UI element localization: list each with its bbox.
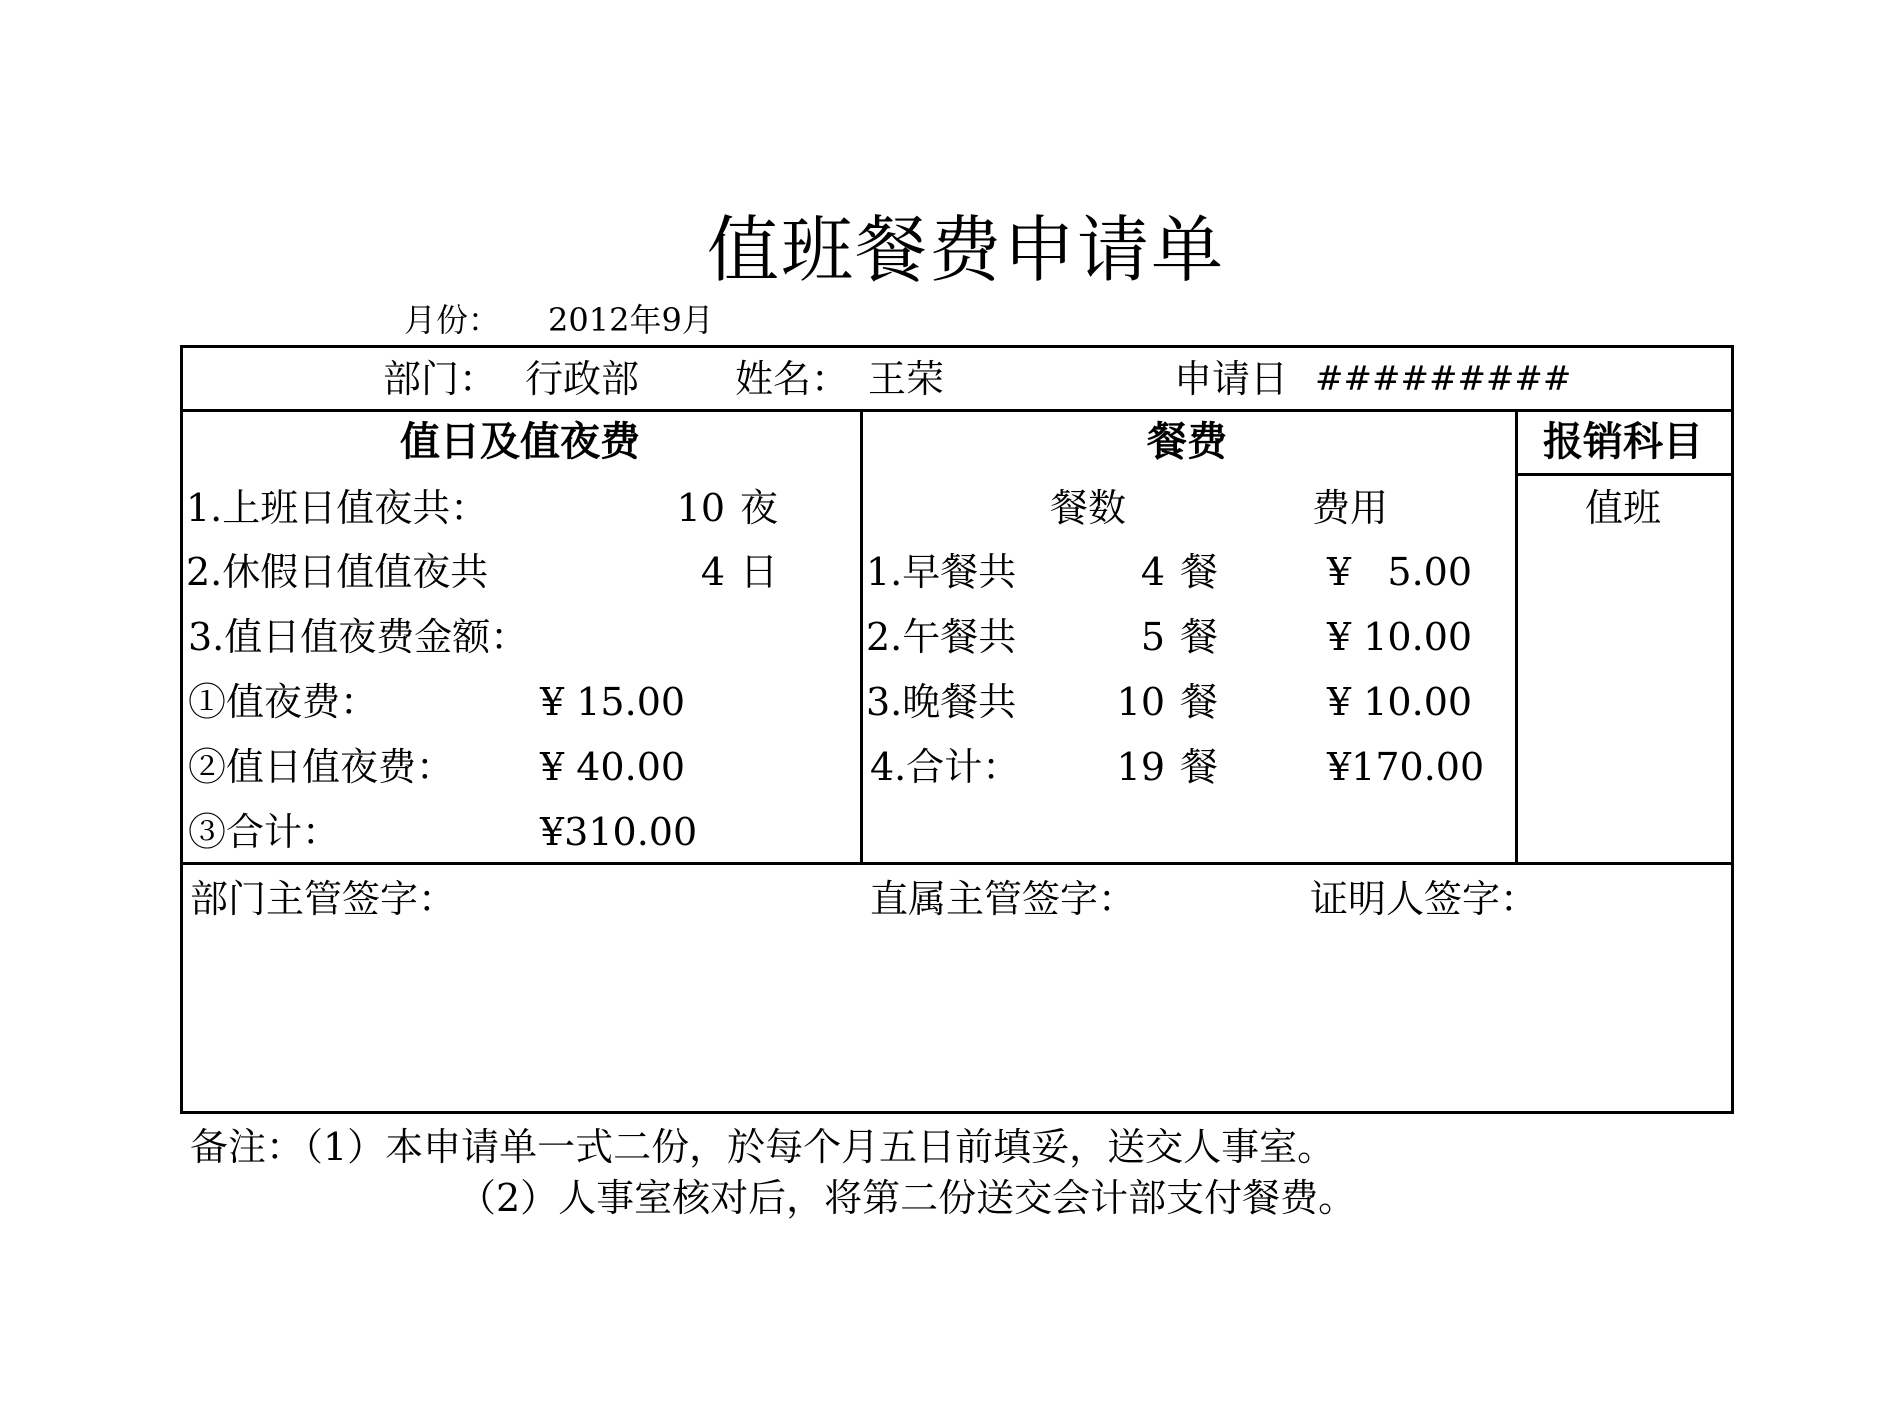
duty-heading: 值日及值夜费 bbox=[400, 419, 640, 465]
dept-value: 行政部 bbox=[525, 357, 640, 401]
subject-value: 值班 bbox=[1584, 486, 1662, 530]
duty-fee-label: ②值日值夜费： bbox=[188, 745, 455, 789]
border-top bbox=[180, 345, 1734, 348]
dept-label: 部门： bbox=[383, 357, 498, 401]
direct-manager-signature-label: 直属主管签字： bbox=[870, 877, 1137, 921]
duty-row-count: 4 bbox=[700, 550, 725, 594]
apply-date-value: ######### bbox=[1315, 359, 1572, 399]
duty-row-count: 10 bbox=[676, 486, 725, 530]
border-body-bottom bbox=[180, 862, 1734, 865]
meals-col-cost: 费用 bbox=[1311, 486, 1389, 530]
duty-row-label: 3.值日值夜费金额： bbox=[188, 615, 529, 659]
meal-row-cost: ¥ 10.00 bbox=[1327, 680, 1473, 724]
name-label: 姓名： bbox=[735, 357, 850, 401]
meal-row-unit: 餐 bbox=[1180, 680, 1219, 724]
duty-row-label: 1.上班日值夜共： bbox=[186, 486, 489, 530]
meal-row-label: 2.午餐共 bbox=[866, 615, 1017, 659]
meals-heading: 餐费 bbox=[1147, 419, 1227, 465]
meal-row-label: 4.合计： bbox=[870, 745, 1021, 789]
meal-row-count: 5 bbox=[1140, 615, 1165, 659]
meals-col-count: 餐数 bbox=[1049, 486, 1127, 530]
border-col-duty-meals bbox=[860, 409, 863, 865]
border-col-meals-subject bbox=[1515, 409, 1518, 865]
meal-row-unit: 餐 bbox=[1180, 745, 1219, 789]
duty-row-label: 2.休假日值值夜共 bbox=[186, 550, 489, 594]
month-label: 月份： bbox=[404, 301, 501, 339]
meal-row-count: 19 bbox=[1116, 745, 1165, 789]
meal-row-unit: 餐 bbox=[1180, 550, 1219, 594]
border-subject-heading bbox=[1515, 473, 1734, 476]
page-title: 值班餐费申请单 bbox=[707, 208, 1226, 292]
meal-row-cost: ¥170.00 bbox=[1327, 745, 1485, 789]
duty-row-unit: 日 bbox=[740, 550, 779, 594]
witness-signature-label: 证明人签字： bbox=[1310, 877, 1539, 921]
duty-fee-amount: ¥ 40.00 bbox=[540, 745, 686, 789]
month-value: 2012年9月 bbox=[548, 301, 714, 339]
dept-manager-signature-label: 部门主管签字： bbox=[190, 877, 457, 921]
duty-fee-amount: ¥310.00 bbox=[540, 810, 698, 854]
meal-row-count: 4 bbox=[1140, 550, 1165, 594]
border-left bbox=[180, 345, 183, 1114]
border-bottom bbox=[180, 1111, 1734, 1114]
note-line-2: （2）人事室核对后，将第二份送交会计部支付餐费。 bbox=[458, 1176, 1357, 1220]
meal-row-cost: ¥ 5.00 bbox=[1327, 550, 1473, 594]
meal-row-cost: ¥ 10.00 bbox=[1327, 615, 1473, 659]
meal-row-label: 1.早餐共 bbox=[866, 550, 1017, 594]
subject-heading: 报销科目 bbox=[1543, 419, 1703, 465]
duty-fee-amount: ¥ 15.00 bbox=[540, 680, 686, 724]
duty-fee-label: ③合计： bbox=[188, 810, 341, 854]
meal-row-unit: 餐 bbox=[1180, 615, 1219, 659]
meal-row-label: 3.晚餐共 bbox=[866, 680, 1017, 724]
border-right bbox=[1731, 345, 1734, 1114]
meal-row-count: 10 bbox=[1116, 680, 1165, 724]
name-value: 王荣 bbox=[868, 357, 945, 401]
apply-date-label: 申请日 bbox=[1174, 357, 1289, 401]
border-header-bottom bbox=[180, 409, 1734, 412]
note-line-1: 备注：（1）本申请单一式二份，於每个月五日前填妥，送交人事室。 bbox=[190, 1125, 1336, 1169]
duty-row-unit: 夜 bbox=[740, 486, 779, 530]
duty-fee-label: ①值夜费： bbox=[188, 680, 379, 724]
